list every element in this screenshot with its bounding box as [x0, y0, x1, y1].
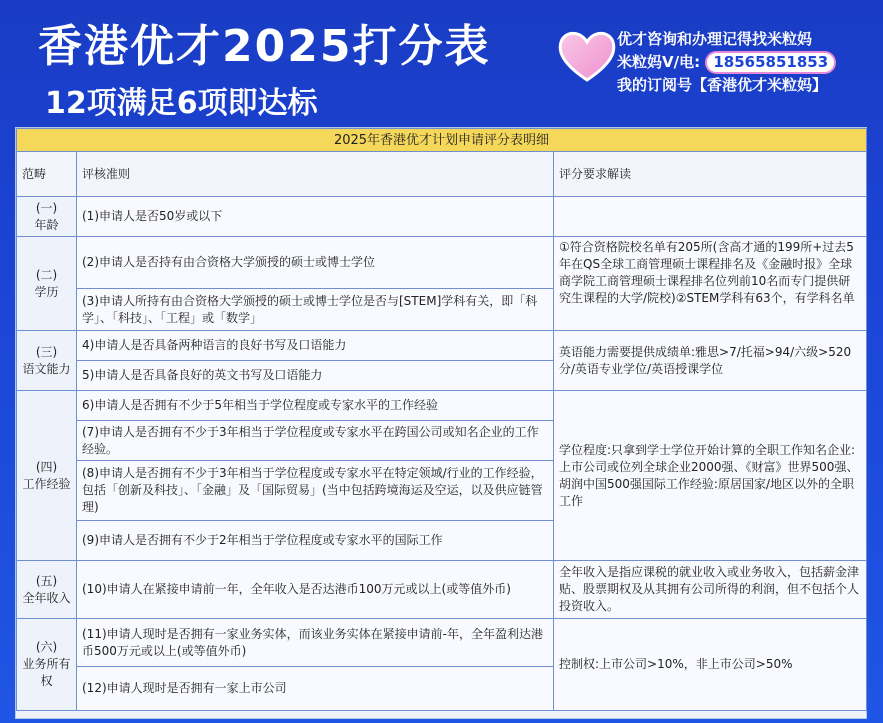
contact-info — [617, 28, 836, 97]
header-criteria: 评核准则 — [77, 152, 554, 197]
category-age: (一) 年龄 — [17, 197, 77, 237]
category-annual-income: (五) 全年收入 — [17, 561, 77, 619]
header-requirement: 评分要求解读 — [554, 152, 867, 197]
contact-line-1: 优才咨询和办理记得找米粒妈 — [617, 30, 813, 48]
header-category: 范畴 — [17, 152, 77, 197]
category-work-experience: (四) 工作经验 — [17, 391, 77, 561]
page-subtitle: 12项满足6项即达标 — [45, 86, 318, 121]
category-education: (二) 学历 — [17, 237, 77, 331]
criterion-8: (8)申请人是否拥有不少于3年相当于学位程度或专家水平在特定领域/行业的工作经验，包括「创新及科技」、「金融」及「国际贸易」(当中包括跨境海运及空运，以及供应链管理) — [77, 461, 554, 521]
criterion-9: (9)申请人是否拥有不少于2年相当于学位程度或专家水平的国际工作 — [77, 521, 554, 561]
criterion-10: (10)申请人在紧接申请前一年，全年收入是否达港币100万元或以上(或等值外币) — [77, 561, 554, 619]
contact-line-2 — [617, 51, 836, 74]
criterion-5: 5)申请人是否具备良好的英文书写及口语能力 — [77, 361, 554, 391]
requirement-6: 控制权:上市公司>10%，非上市公司>50% — [554, 619, 867, 711]
requirement-4: 学位程度:只拿到学士学位开始计算的全职工作知名企业:上市公司或位列全球企业2000强、《财富》世界500强、胡润中国500强国际工作经验:原居国家/地区以外的全职工作 — [554, 391, 867, 561]
contact-line-3: 我的订阅号【香港优才米粒妈】 — [617, 76, 828, 94]
phone-number: 18565851853 — [705, 51, 836, 74]
heart-icon — [557, 28, 617, 84]
table-caption: 2025年香港优才计划申请评分表明细 — [17, 129, 867, 152]
criterion-11: (11)申请人现时是否拥有一家业务实体，而该业务实体在紧接申请前-年，全年盈利达港币500万元或以上(或等值外币) — [77, 619, 554, 667]
requirement-3: 英语能力需要提供成绩单:雅思>7/托福>94/六级>520分/英语专业学位/英语授课学位 — [554, 331, 867, 391]
criterion-3: (3)申请人所持有由合资格大学颁授的硕士或博士学位是否与[STEM]学科有关，即「科学」、「科技」、「工程」或「数学」 — [77, 289, 554, 331]
category-business-ownership: (六) 业务所有权 — [17, 619, 77, 711]
category-language: (三) 语文能力 — [17, 331, 77, 391]
criterion-12: (12)申请人现时是否拥有一家上市公司 — [77, 667, 554, 711]
criterion-2: (2)申请人是否持有由合资格大学颁授的硕士或博士学位 — [77, 237, 554, 289]
requirement-2: ①符合资格院校名单有205所(含高才通的199所+过去5年在QS全球工商管理硕士课程排名及《金融时报》全球商学院工商管理硕士课程排名位列前10名而专门提供研究生课程的大学/院校)②STEM学科有63个，有学科名单 — [554, 237, 867, 331]
criterion-7: (7)申请人是否拥有不少于3年相当于学位程度或专家水平在跨国公司或知名企业的工作经验。 — [77, 421, 554, 461]
scoring-table — [15, 127, 867, 719]
criterion-4: 4)申请人是否具备两种语言的良好书写及口语能力 — [77, 331, 554, 361]
criterion-6: 6)申请人是否拥有不少于5年相当于学位程度或专家水平的工作经验 — [77, 391, 554, 421]
criterion-1: (1)申请人是否50岁或以下 — [77, 197, 554, 237]
page-title: 香港优才2025打分表 — [38, 21, 491, 72]
banner-header — [0, 0, 883, 125]
requirement-1 — [554, 197, 867, 237]
requirement-5: 全年收入是指应课税的就业收入或业务收入，包括薪金津贴、股票期权及从其拥有公司所得的利润，但不包括个人投资收入。 — [554, 561, 867, 619]
contact-label: 米粒妈V/电: — [617, 53, 701, 71]
